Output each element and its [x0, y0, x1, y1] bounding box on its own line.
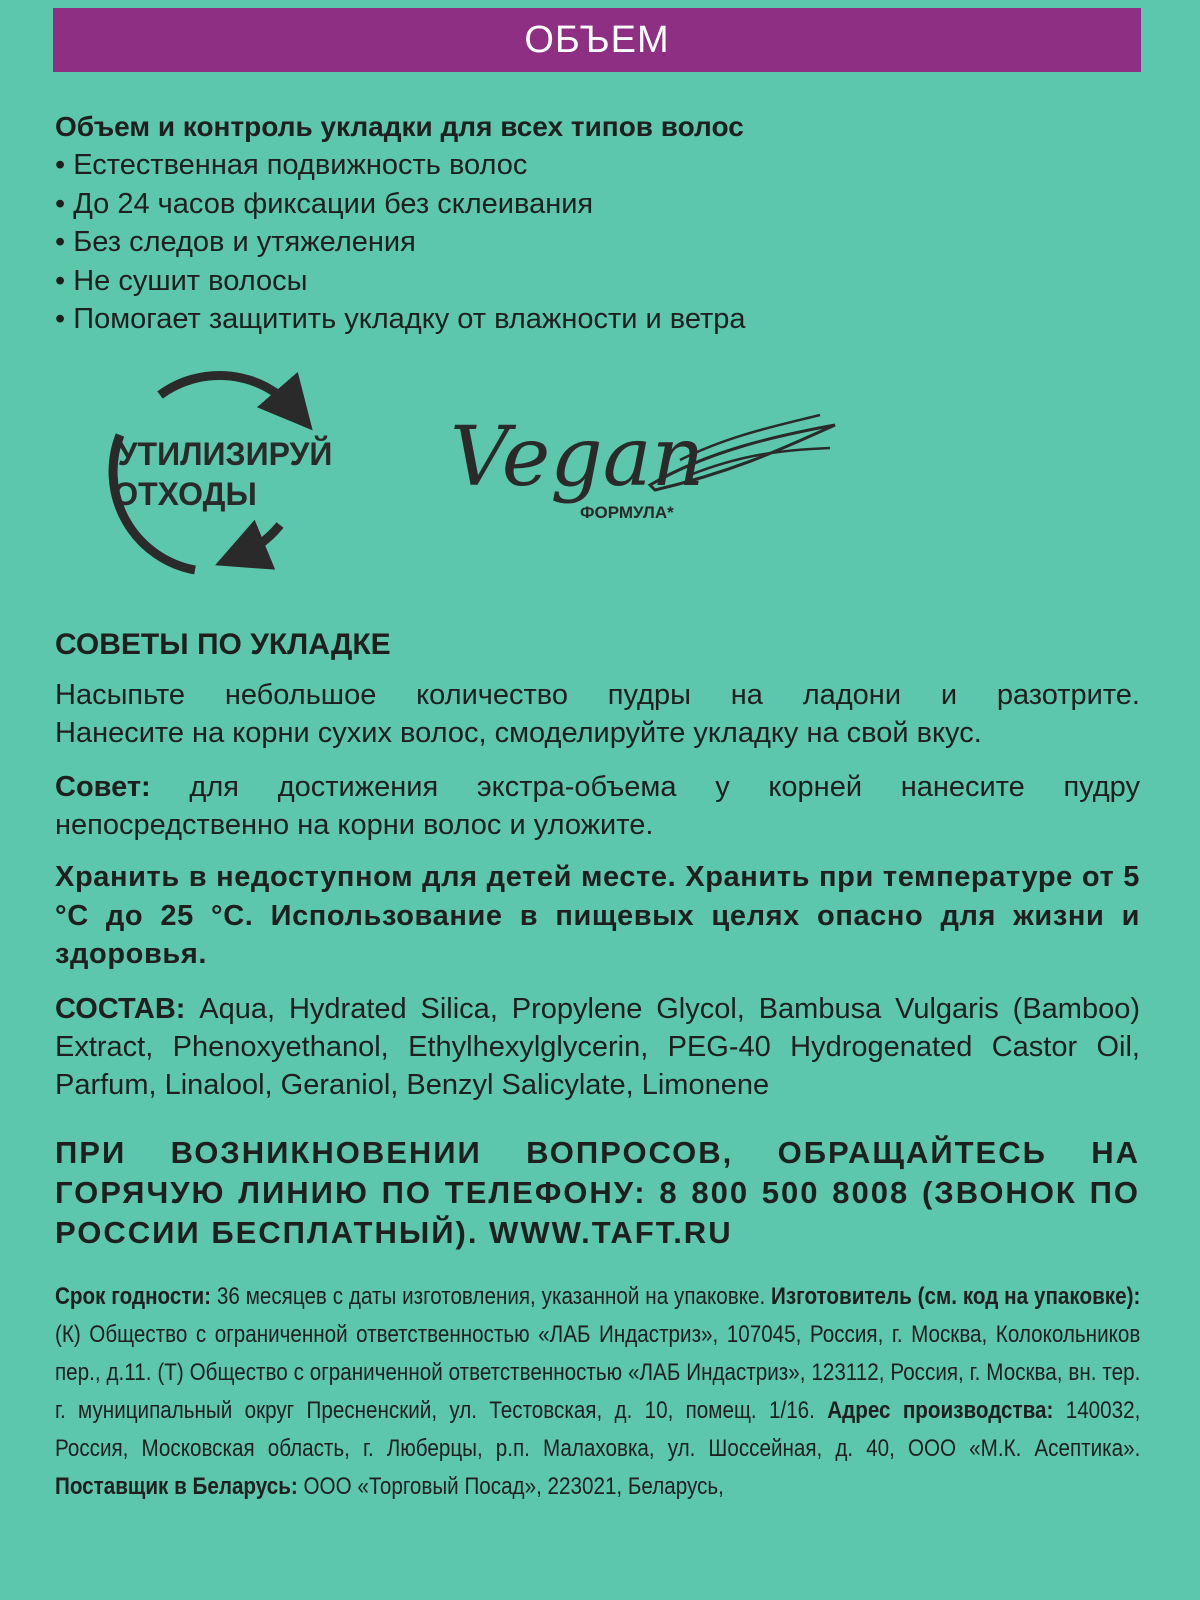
storage-warning: Хранить в недоступном для детей месте. Хранить при температуре от 5 °С до 25 °С. Использование в пищевых целях опасно для жизни и здоровья. [55, 861, 1140, 970]
list-item: • Без следов и утяжеления [55, 223, 1140, 262]
list-item: • Не сушит волосы [55, 262, 1140, 301]
banner-title: ОБЪЕМ [53, 8, 1141, 72]
tips-line1: Насыпьте небольшое количество пудры на ладони и разотрите. [55, 679, 1140, 711]
tips-line2: Нанесите на корни сухих волос, смоделируйте укладку на свой вкус. [55, 717, 982, 749]
vegan-logo [440, 390, 880, 550]
composition [55, 990, 1140, 1104]
tips-text [55, 676, 1140, 752]
list-item: • До 24 часов фиксации без склеивания [55, 185, 1140, 224]
supplier-label: Поставщик в Беларусь: [55, 1473, 298, 1500]
recycle-line1: УТИЛИЗИРУЙ [117, 436, 333, 472]
vegan-caption: ФОРМУЛА* [580, 503, 674, 522]
vegan-word: Vegan [450, 410, 705, 505]
headline: Объем и контроль укладки для всех типов волос [55, 111, 744, 142]
maker-label: Изготовитель (см. код на упаковке): [771, 1283, 1141, 1310]
composition-label: СОСТАВ: [55, 993, 186, 1025]
hotline-text: ПРИ ВОЗНИКНОВЕНИИ ВОПРОСОВ, ОБРАЩАЙТЕСЬ НА ГОРЯЧУЮ ЛИНИЮ ПО ТЕЛЕФОНУ: 8 800 500 8008 (ЗВОНОК ПО РОССИИ БЕСПЛАТНЫЙ). WWW.TAFT.RU [55, 1135, 1140, 1250]
address-label: Адрес производства: [827, 1397, 1054, 1424]
advice-text: для достижения экстра-объема у корней нанесите пудру непосредственно на корни волос и уложите. [55, 771, 1140, 841]
recycle-icon [100, 365, 360, 595]
list-item: • Естественная подвижность волос [55, 146, 1140, 185]
advice [55, 768, 1140, 844]
tips-title: СОВЕТЫ ПО УКЛАДКЕ [55, 628, 391, 661]
maker-text: (К) Общество с ограниченной ответственностью «ЛАБ Индастриз», 107045, Россия, г. Москва, Колокольников пер., д.11. (Т) Общество с ограниченной ответственностью «ЛАБ Индастриз», 123112, Россия, г. Москва, вн. тер. г. муниципальный округ Пресненский, ул. Тестовская, д. 10, помещ. 1/16. [55, 1321, 1141, 1424]
shelf-text: 36 месяцев с даты изготовления, указанной на упаковке. [211, 1283, 772, 1310]
recycle-line2: ОТХОДЫ [113, 476, 257, 512]
shelf-label: Срок годности: [55, 1283, 212, 1310]
feature-list [55, 146, 1140, 339]
legal-text [55, 1278, 1140, 1506]
badges [100, 365, 880, 595]
supplier-text: ООО «Торговый Посад», 223021, Беларусь, [297, 1473, 724, 1500]
address-text: 140032, Россия, Московская область, г. Люберцы, р.п. Малаховка, ул. Шоссейная, д. 40, ООО «М.К. Асептика». [55, 1397, 1141, 1462]
list-item: • Помогает защитить укладку от влажности и ветра [55, 300, 1140, 339]
advice-label: Совет: [55, 771, 151, 803]
composition-text: Aqua, Hydrated Silica, Propylene Glycol, Bambusa Vulgaris (Bamboo) Extract, Phenoxyethanol, Ethylhexylglycerin, PEG-40 Hydrogenated Castor Oil, Parfum, Linalool, Geraniol, Benzyl Salicylate, Limonene [55, 993, 1140, 1101]
